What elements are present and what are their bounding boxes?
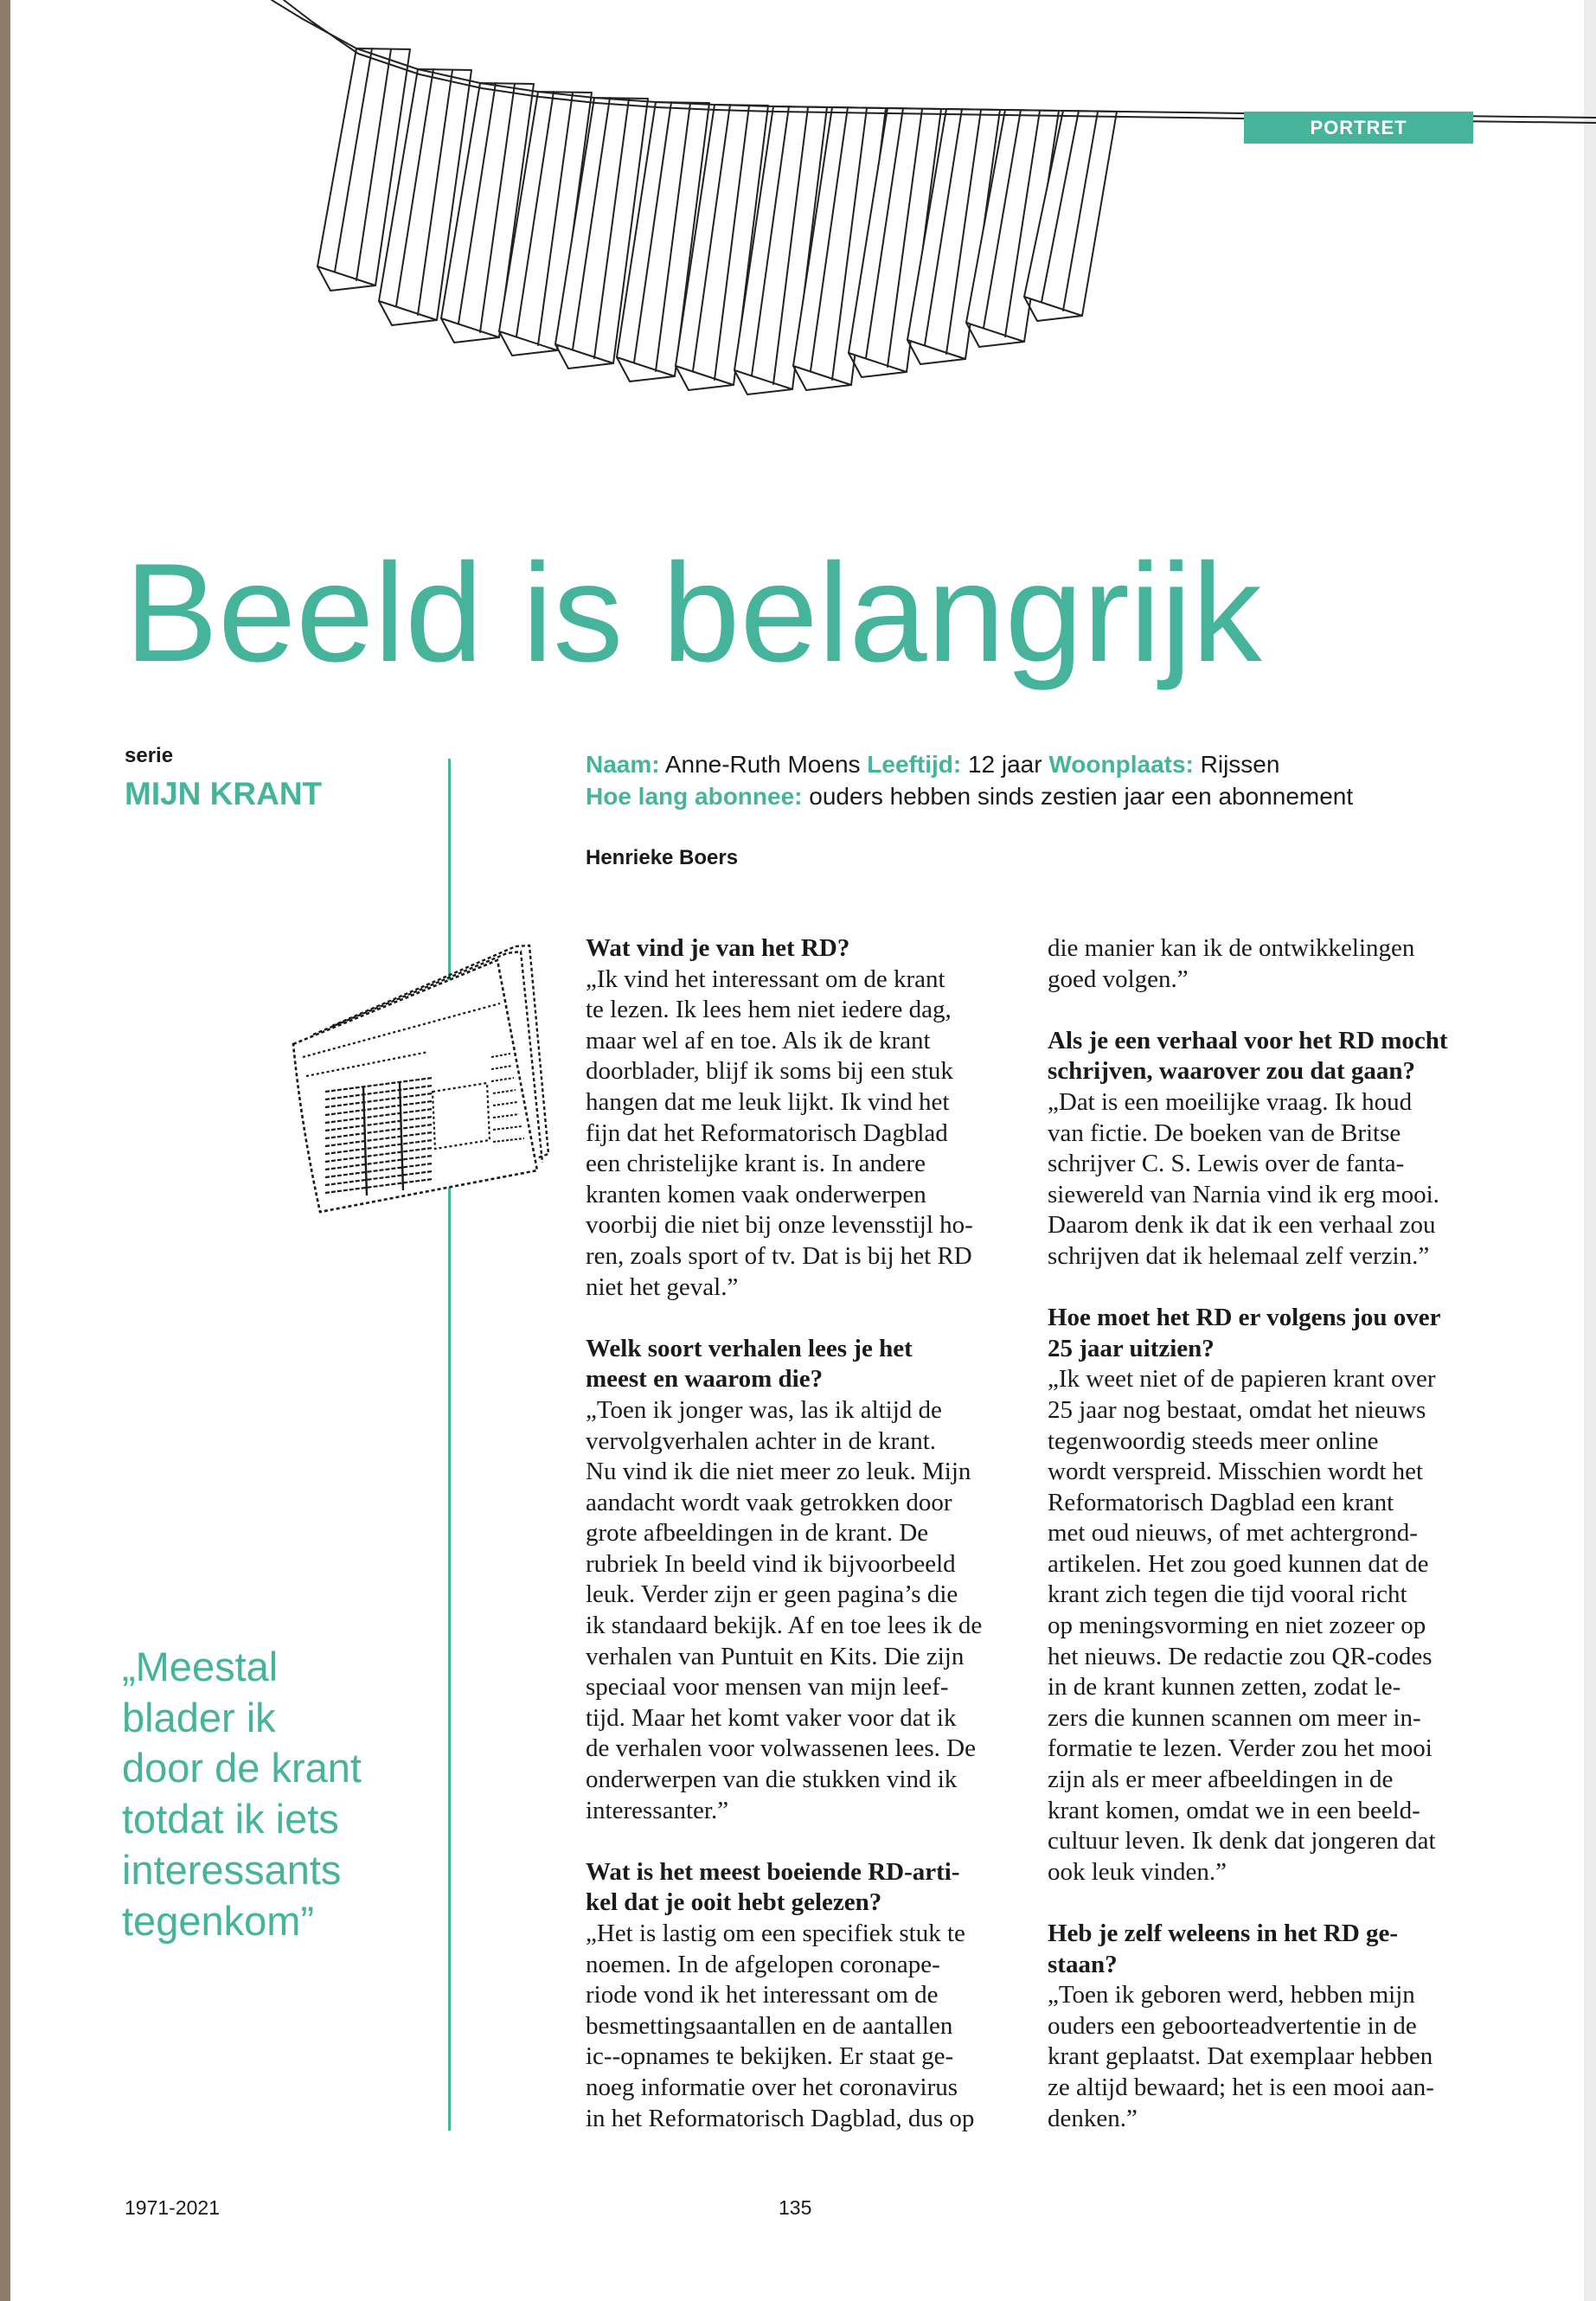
profile-row-1 bbox=[586, 748, 1353, 780]
answer-line: doorblader, blijf ik soms bij een stuk bbox=[586, 1057, 953, 1086]
answer-line: noemen. In de afgelopen coronape- bbox=[586, 1950, 940, 1978]
answer-line: ouders een geboorteadvertentie in de bbox=[1048, 2011, 1417, 2040]
series-label: serie bbox=[125, 744, 174, 767]
question-line: meest en waarom die? bbox=[586, 1365, 824, 1394]
answer-line: siewereld van Narnia vind ik erg mooi. bbox=[1048, 1180, 1439, 1208]
question-line: Hoe moet het RD er volgens jou over bbox=[1048, 1304, 1441, 1332]
question-line: Welk soort verhalen lees je het bbox=[586, 1334, 913, 1362]
series-name: MIJN KRANT bbox=[125, 776, 323, 811]
question-line: Heb je zelf weleens in het RD ge- bbox=[1048, 1920, 1399, 1947]
answer-line: schrijven dat ik helemaal zelf verzin.” bbox=[1048, 1241, 1430, 1270]
article-column-1 bbox=[586, 933, 1035, 2134]
qa-block bbox=[586, 1334, 1035, 1827]
answer-line: interessanter.” bbox=[586, 1796, 729, 1824]
pull-quote bbox=[122, 1642, 442, 1946]
answer-line: in de krant kunnen zetten, zodat le- bbox=[1048, 1673, 1401, 1702]
footer-years: 1971-2021 bbox=[125, 2196, 220, 2219]
pull-quote-line: totdat ik iets bbox=[122, 1796, 339, 1843]
answer-line: kranten komen vaak onderwerpen bbox=[586, 1180, 926, 1208]
answer-line: aandacht wordt vaak getrokken door bbox=[586, 1488, 952, 1516]
age-value: 12 jaar bbox=[967, 751, 1042, 778]
pull-quote-line: „Meestal bbox=[122, 1644, 279, 1689]
answer-line: op meningsvorming en niet zozeer op bbox=[1048, 1612, 1426, 1640]
pull-quote-line: door de krant bbox=[122, 1745, 362, 1791]
qa-block bbox=[586, 933, 1035, 1303]
answer-line: de verhalen voor volwassenen lees. De bbox=[586, 1734, 976, 1763]
answer-line: wordt verspreid. Misschien wordt het bbox=[1048, 1458, 1424, 1486]
question-line: Wat is het meest boeiende RD-arti- bbox=[586, 1857, 960, 1886]
answer-line: denken.” bbox=[1048, 2104, 1138, 2132]
answer-line: krant zich tegen die tijd vooral richt bbox=[1048, 1580, 1407, 1609]
bunting-garland-illustration bbox=[0, 0, 1596, 407]
answer-line: in het Reformatorisch Dagblad, dus op bbox=[586, 2104, 975, 2132]
answer-line: goed volgen.” bbox=[1048, 965, 1189, 993]
answer-line: een christelijke krant is. In andere bbox=[586, 1150, 926, 1178]
answer-line: speciaal voor mensen van mijn leef- bbox=[586, 1673, 949, 1702]
subscription-label: Hoe lang abonnee: bbox=[586, 783, 803, 811]
question-line: kel dat je ooit hebt gelezen? bbox=[586, 1888, 882, 1917]
place-value: Rijssen bbox=[1200, 751, 1280, 778]
answer-line: niet het geval.” bbox=[586, 1272, 739, 1301]
answer-line: schrijver C. S. Lewis over de fanta- bbox=[1048, 1150, 1405, 1178]
answer-line: „Toen ik jonger was, las ik altijd de bbox=[586, 1395, 942, 1424]
answer-line: hangen dat me leuk lijkt. Ik vind het bbox=[586, 1087, 950, 1116]
place-label: Woonplaats: bbox=[1048, 751, 1194, 778]
name-label: Naam: bbox=[586, 751, 660, 778]
answer-line: tijd. Maar het komt vaker voor dat ik bbox=[586, 1703, 957, 1732]
answer-line: formatie te lezen. Verder zou het mooi bbox=[1048, 1734, 1433, 1763]
answer-line: „Dat is een moeilijke vraag. Ik houd bbox=[1048, 1087, 1413, 1116]
answer-line: verhalen van Puntuit en Kits. Die zijn bbox=[586, 1642, 965, 1670]
qa-block bbox=[1048, 1919, 1497, 2134]
subscription-value: ouders hebben sinds zestien jaar een abonnement bbox=[809, 783, 1354, 811]
answer-line: artikelen. Het zou goed kunnen dat de bbox=[1048, 1549, 1429, 1578]
answer-line: grote afbeeldingen in de krant. De bbox=[586, 1519, 929, 1548]
answer-line: krant komen, omdat we in een beeld- bbox=[1048, 1796, 1420, 1824]
answer-line: ic--opnames te bekijken. Er staat ge- bbox=[586, 2042, 954, 2071]
newspaper-illustration bbox=[277, 934, 554, 1228]
answer-line: met oud nieuws, of met achtergrond- bbox=[1048, 1519, 1418, 1548]
answer-line: Reformatorisch Dagblad een krant bbox=[1048, 1488, 1394, 1516]
answer-line: leuk. Verder zijn er geen pagina’s die bbox=[586, 1580, 958, 1609]
article-column-2 bbox=[1048, 933, 1497, 2134]
answer-line: ren, zoals sport of tv. Dat is bij het RD bbox=[586, 1241, 972, 1270]
qa-block bbox=[1048, 933, 1497, 995]
answer-line: rubriek In beeld vind ik bijvoorbeeld bbox=[586, 1549, 956, 1578]
garland-string bbox=[272, 0, 1596, 123]
qa-block bbox=[586, 1857, 1035, 2134]
answer-line: voorbij die niet bij onze levensstijl ho- bbox=[586, 1211, 973, 1240]
qa-block bbox=[1048, 1303, 1497, 1888]
answer-line: krant geplaatst. Dat exemplaar hebben bbox=[1048, 2042, 1433, 2071]
answer-line: ze altijd bewaard; het is een mooi aan- bbox=[1048, 2073, 1434, 2101]
answer-line: fijn dat het Reformatorisch Dagblad bbox=[586, 1118, 948, 1147]
section-badge: PORTRET bbox=[1244, 112, 1473, 144]
author-byline: Henrieke Boers bbox=[586, 846, 739, 869]
qa-block bbox=[1048, 1026, 1497, 1272]
page-number: 135 bbox=[779, 2196, 812, 2219]
page-title: Beeld is belangrijk bbox=[125, 535, 1262, 691]
answer-line: Daarom denk ik dat ik een verhaal zou bbox=[1048, 1211, 1436, 1240]
age-label: Leeftijd: bbox=[867, 751, 962, 778]
answer-line: riode vond ik het interessant om de bbox=[586, 1981, 939, 2009]
profile-info bbox=[586, 748, 1353, 813]
answer-line: onderwerpen van die stukken vind ik bbox=[586, 1766, 958, 1794]
answer-line: die manier kan ik de ontwikkelingen bbox=[1048, 934, 1415, 962]
answer-line: vervolgverhalen achter in de krant. bbox=[586, 1426, 937, 1455]
answer-line: „Toen ik geboren werd, hebben mijn bbox=[1048, 1981, 1415, 2009]
answer-line: 25 jaar nog bestaat, omdat het nieuws bbox=[1048, 1395, 1426, 1424]
pull-quote-line: tegenkom” bbox=[122, 1897, 315, 1944]
answer-line: „Het is lastig om een specifiek stuk te bbox=[586, 1920, 965, 1947]
answer-line: noeg informatie over het coronavirus bbox=[586, 2073, 958, 2101]
answer-line: ik standaard bekijk. Af en toe lees ik de bbox=[586, 1612, 983, 1640]
answer-line: te lezen. Ik lees hem niet iedere dag, bbox=[586, 996, 952, 1024]
answer-line: zijn als er meer afbeeldingen in de bbox=[1048, 1766, 1394, 1794]
answer-line: besmettingsaantallen en de aantallen bbox=[586, 2011, 953, 2040]
pull-quote-line: blader ik bbox=[122, 1694, 276, 1740]
pull-quote-line: interessants bbox=[122, 1846, 342, 1893]
question-line: 25 jaar uitzien? bbox=[1048, 1334, 1215, 1362]
answer-line: het nieuws. De redactie zou QR-codes bbox=[1048, 1642, 1433, 1670]
question-line: staan? bbox=[1048, 1950, 1118, 1978]
answer-line: ook leuk vinden.” bbox=[1048, 1857, 1227, 1886]
question-line: Als je een verhaal voor het RD mocht bbox=[1048, 1026, 1448, 1054]
answer-line: zers die kunnen scannen om meer in- bbox=[1048, 1703, 1421, 1732]
answer-line: „Ik vind het interessant om de krant bbox=[586, 965, 945, 993]
answer-line: cultuur leven. Ik denk dat jongeren dat bbox=[1048, 1827, 1436, 1856]
profile-row-2 bbox=[586, 780, 1353, 812]
answer-line: van fictie. De boeken van de Britse bbox=[1048, 1118, 1401, 1147]
name-value: Anne-Ruth Moens bbox=[664, 751, 861, 778]
answer-line: maar wel af en toe. Als ik de krant bbox=[586, 1026, 931, 1054]
question-line: schrijven, waarover zou dat gaan? bbox=[1048, 1057, 1416, 1086]
answer-line: Nu vind ik die niet meer zo leuk. Mijn bbox=[586, 1458, 971, 1486]
answer-line: tegenwoordig steeds meer online bbox=[1048, 1426, 1379, 1455]
answer-line: „Ik weet niet of de papieren krant over bbox=[1048, 1365, 1436, 1394]
question-line: Wat vind je van het RD? bbox=[586, 934, 850, 962]
